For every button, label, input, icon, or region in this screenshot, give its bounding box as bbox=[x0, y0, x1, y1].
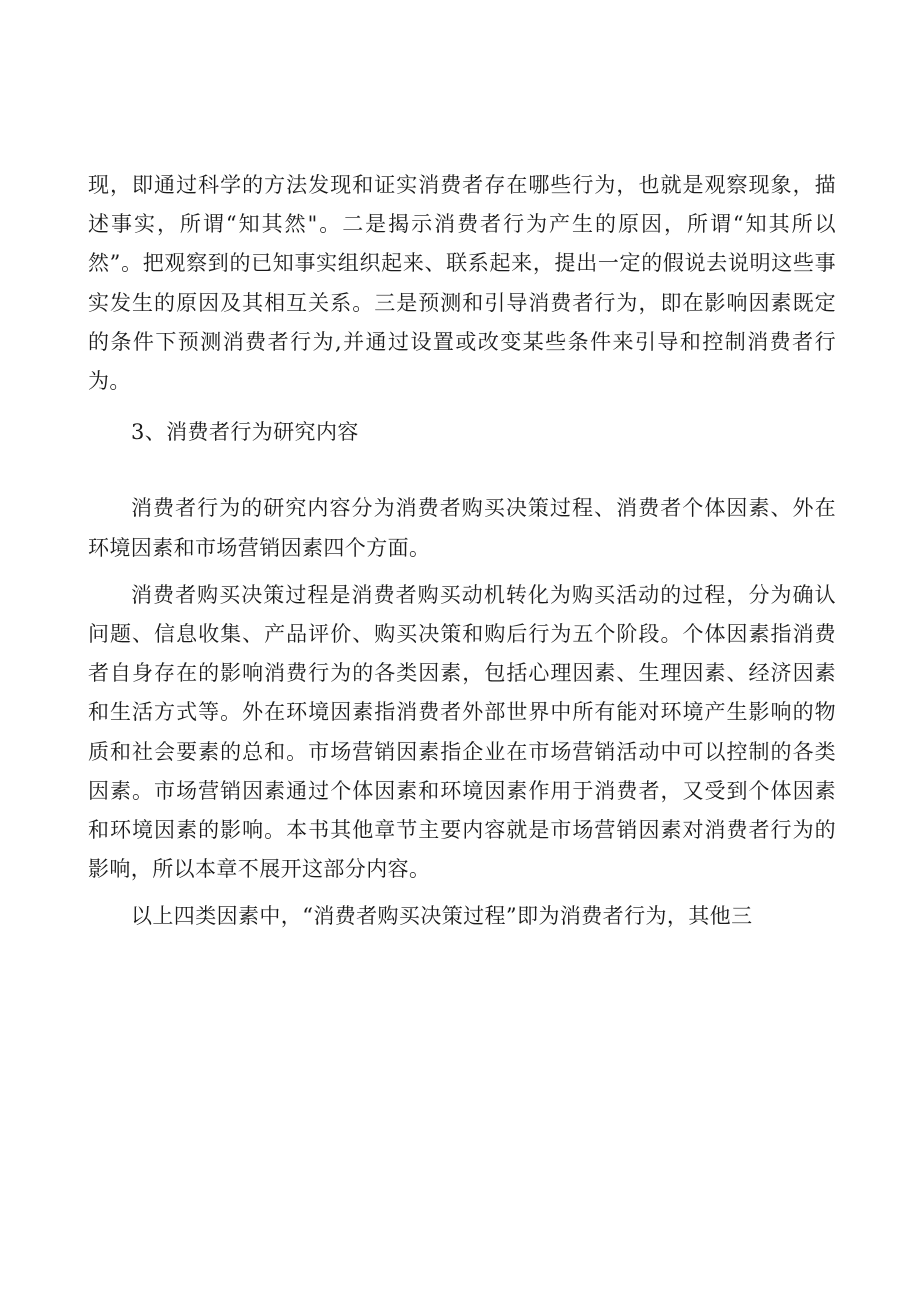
document-page bbox=[88, 166, 836, 937]
paragraph-four-factors: 以上四类因素中，“消费者购买决策过程”即为消费者行为，其他三 bbox=[131, 904, 753, 929]
section-heading: 3、消费者行为研究内容 bbox=[131, 420, 359, 445]
paragraph-research-content: 消费者行为的研究内容分为消费者购买决策过程、消费者个体因素、外在环境因素和市场营销因素四个方面。 bbox=[88, 496, 836, 560]
paragraph-continuation: 现，即通过科学的方法发现和证实消费者存在哪些行为，也就是观察现象，描述事实，所谓“知其然"。二是揭示消费者行为产生的原因，所谓“知其所以然”。把观察到的已知事实组织起来、联系起来，提出一定的假说去说明这些事实发生的原因及其相互关系。三是预测和引导消费者行为，即在影响因素既定的条件下预测消费者行为,并通过设置或改变某些条件来引导和控制消费者行为。 bbox=[88, 173, 836, 394]
paragraph-decision-process: 消费者购买决策过程是消费者购买动机转化为购买活动的过程，分为确认问题、信息收集、产品评价、购买决策和购后行为五个阶段。个体因素指消费者自身存在的影响消费行为的各类因素，包括心理因素、生理因素、经济因素和生活方式等。外在环境因素指消费者外部世界中所有能对环境产生影响的物质和社会要素的总和。市场营销因素指企业在市场营销活动中可以控制的各类因素。市场营销因素通过个体因素和环境因素作用于消费者，又受到个体因素和环境因素的影响。本书其他章节主要内容就是市场营销因素对消费者行为的影响，所以本章不展开这部分内容。 bbox=[88, 582, 836, 882]
